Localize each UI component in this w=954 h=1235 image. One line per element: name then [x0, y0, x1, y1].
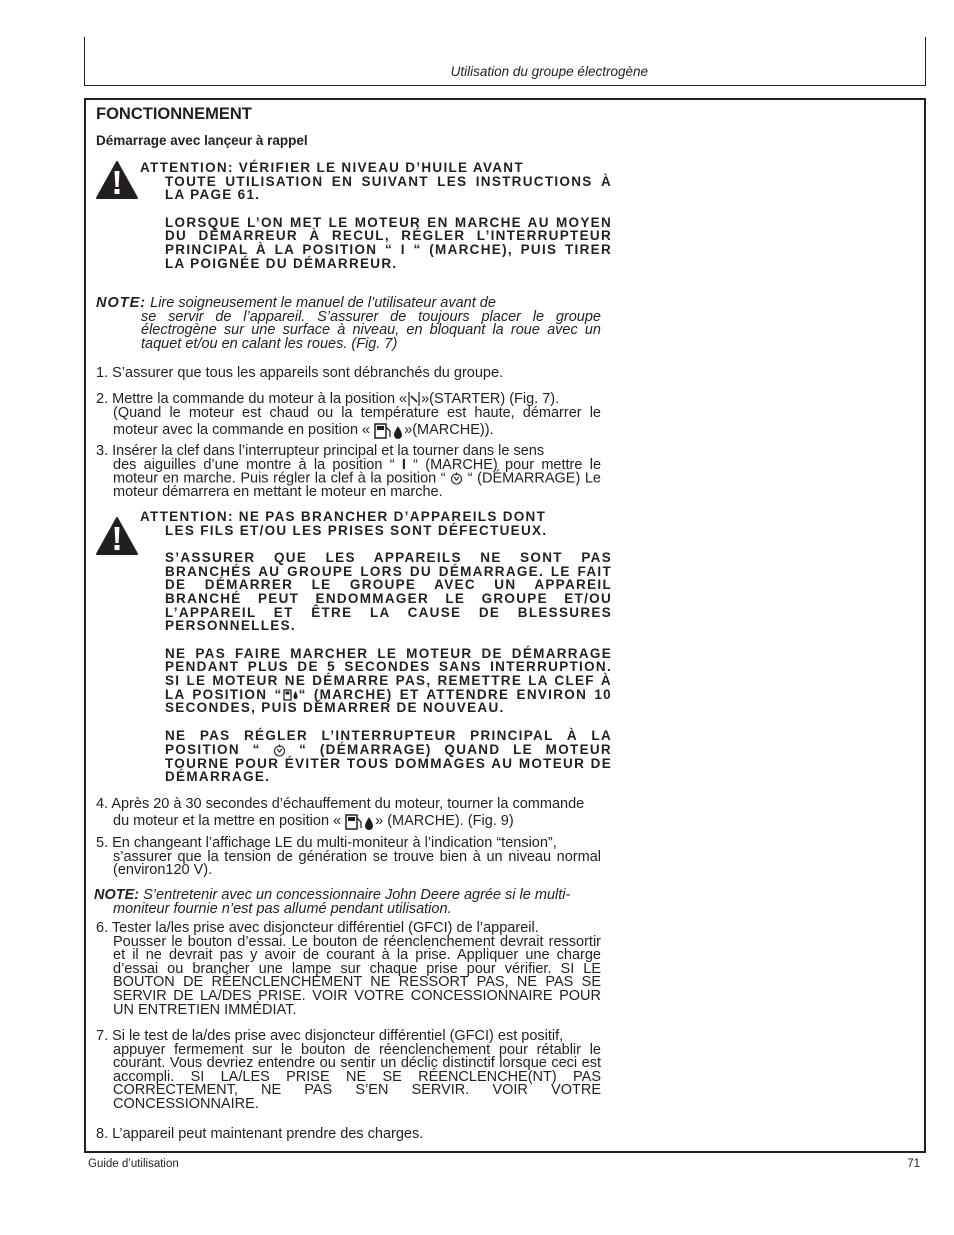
note-text: se servir de l’appareil. S’assurer de toujours placer le groupe électrogène sur une surface à niveau, en bloquant la roue avec un taquet et/ou en calant les roues. (Fig. 7): [141, 308, 601, 353]
step-text: des aiguilles d’une montre à la position “: [113, 456, 395, 473]
note-multi-monitor: [94, 889, 612, 916]
caution-appliances: [140, 510, 612, 798]
step-text: 6. Tester la/les prise avec disjoncteur différentiel (GFCI) de l’appareil.: [96, 920, 539, 936]
fuel-run-icon: [345, 812, 375, 830]
caution-restart: [140, 647, 612, 715]
note-label: NOTE:: [94, 887, 140, 903]
step-3: [96, 445, 601, 500]
fuel-run-icon: [374, 421, 404, 439]
step-text: 7. Si le test de la/des prise avec disjoncteur différentiel (GFCI) est positif,: [96, 1028, 564, 1044]
step-6: [96, 922, 601, 1017]
step-text: s’assurer que la tension de génération se trouve bien à un niveau normal (environ120 V).: [113, 848, 601, 879]
step-text: »(MARCHE)).: [404, 421, 494, 438]
step-text: 5. En changeant l’affichage LE du multi-moniteur à l’indication “tension”,: [96, 835, 557, 851]
step-1: 1. S’assurer que tous les appareils sont débranchés du groupe.: [96, 365, 504, 381]
caution-text: LES FILS ET/OU LES PRISES SONT DÉFECTUEUX.: [165, 522, 548, 538]
step-text: 4. Après 20 à 30 secondes d’échauffement du moteur, tourner la commande: [96, 796, 585, 812]
step-text: » (MARCHE). (Fig. 9): [375, 812, 514, 829]
caution-text: S’ASSURER QUE LES APPAREILS NE SONT PAS BRANCHÉS AU GROUPE LORS DU DÉMARRAGE. LE FAIT DE DÉMARRER LE GROUPE AVEC UN APPAREIL BRANCHÉ PEUT ENDOMMAGER LE GROUPE ET/OU L’APPAREIL ET ÊTRE LA CAUSE DE BLESSURES PERSONNELLES.: [165, 550, 612, 634]
caution-oil-level: [140, 161, 612, 284]
step-text: appuyer fermement sur le bouton de réenclenchement pour rétablir le courant. Vous devriez entendre ou sentir un déclic distinctif lorsque ceci est accompli. SI LA/LES PRISE NE SE RÉENCLENCHE(NT) PAS CORRECTEMENT, NE PAS S’EN SERVIR. VOIR VOTRE CONCESSIONNAIRE.: [113, 1041, 601, 1112]
step-7: [96, 1030, 601, 1112]
step-text: 3. Insérer la clef dans l’interrupteur principal et la tourner dans le sens: [96, 443, 545, 459]
page-number: 71: [907, 1158, 920, 1170]
note-manual: [96, 297, 601, 352]
note-text: S’entretenir avec un concessionnaire John Deere agrée si le multi-: [143, 887, 571, 903]
step-5: [96, 837, 601, 878]
step-8: 8. L’appareil peut maintenant prendre des charges.: [96, 1126, 424, 1142]
position-i: I: [401, 456, 406, 473]
note-text: moniteur fournie n’est pas allumé pendant utilisation.: [113, 900, 452, 917]
caution-lead: ATTENTION: NE PAS BRANCHER D’APPAREILS DONT: [140, 509, 547, 524]
step-text: (Quand le moteur est chaud ou la température est haute, démarrer le moteur avec la commande en position «: [113, 405, 601, 438]
key-start-icon: [450, 472, 463, 485]
caution-text: NE PAS RÉGLER L’INTERRUPTEUR PRINCIPAL À LA POSITION “: [165, 728, 612, 757]
step-text: 2. Mettre la commande du moteur à la position «: [96, 390, 408, 407]
step-text: “ (MARCHE) pour mettre le moteur en marche. Puis régler la clef à la position “: [113, 456, 602, 487]
step-2: [96, 391, 601, 439]
step-text: “ (DÉMARRAGE) Le moteur démarrera en mettant le moteur en marche.: [113, 470, 601, 501]
section-title: FONCTIONNEMENT: [96, 105, 252, 123]
caution-text: “ (DÉMARRAGE) QUAND LE MOTEUR TOURNE POUR ÉVITER TOUS DOMMAGES AU MOTEUR DE DÉMARRAGE.: [165, 741, 612, 785]
caution-text: LORSQUE L’ON MET LE MOTEUR EN MARCHE AU MOYEN DU DÉMARREUR À RECUL, RÉGLER L’INTERRUPTEUR PRINCIPAL À LA POSITION “ I “ (MARCHE), PUIS TIRER LA POIGNÉE DU DÉMARREUR.: [165, 214, 612, 271]
step-text: Pousser le bouton d’essai. Le bouton de réenclenchement devrait ressortir et il ne devrait pas y avoir de courant à la prise. Appliquer une charge d’essai ou brancher une lampe sur chaque prise pour vérifier. SI LE BOUTON DE RÉENCLENCHEMENT NE RESSORT PAS, NE PAS SE SERVIR DE LA/DES PRISE. VOIR VOTRE CONCESSIONNAIRE POUR UN ENTRETIEN IMMÉDIAT.: [113, 933, 601, 1018]
step-4: [96, 798, 601, 830]
section-subtitle: Démarrage avec lançeur à rappel: [96, 133, 308, 148]
warning-triangle-icon: [96, 516, 138, 556]
caution-text: TOUTE UTILISATION EN SUIVANT LES INSTRUCTIONS À LA PAGE 61.: [165, 173, 612, 203]
step-text: »(STARTER) (Fig. 7).: [421, 390, 560, 407]
running-header: Utilisation du groupe électrogène: [450, 64, 648, 79]
caution-lead: ATTENTION: VÉRIFIER LE NIVEAU D’HUILE AVANT: [140, 160, 524, 175]
warning-triangle-icon: [96, 160, 138, 200]
step-text: du moteur et la mettre en position «: [113, 812, 342, 829]
footer-title: Guide d’utilisation: [88, 1158, 179, 1170]
caution-text: NE PAS FAIRE MARCHER LE MOTEUR DE DÉMARRAGE PENDANT PLUS DE 5 SECONDES SANS INTERRUPTION. SI LE MOTEUR NE DÉMARRE PAS, REMETTRE LA CLEF À LA POSITION “: [165, 645, 612, 702]
note-label: NOTE:: [96, 295, 147, 311]
caution-text: “ (MARCHE) ET ATTENDRE ENVIRON 10 SECONDES, PUIS DÉMARRER DE NOUVEAU.: [165, 686, 612, 716]
note-text: Lire soigneusement le manuel de l’utilisateur avant de: [150, 295, 496, 311]
caution-start-position: [140, 729, 612, 784]
